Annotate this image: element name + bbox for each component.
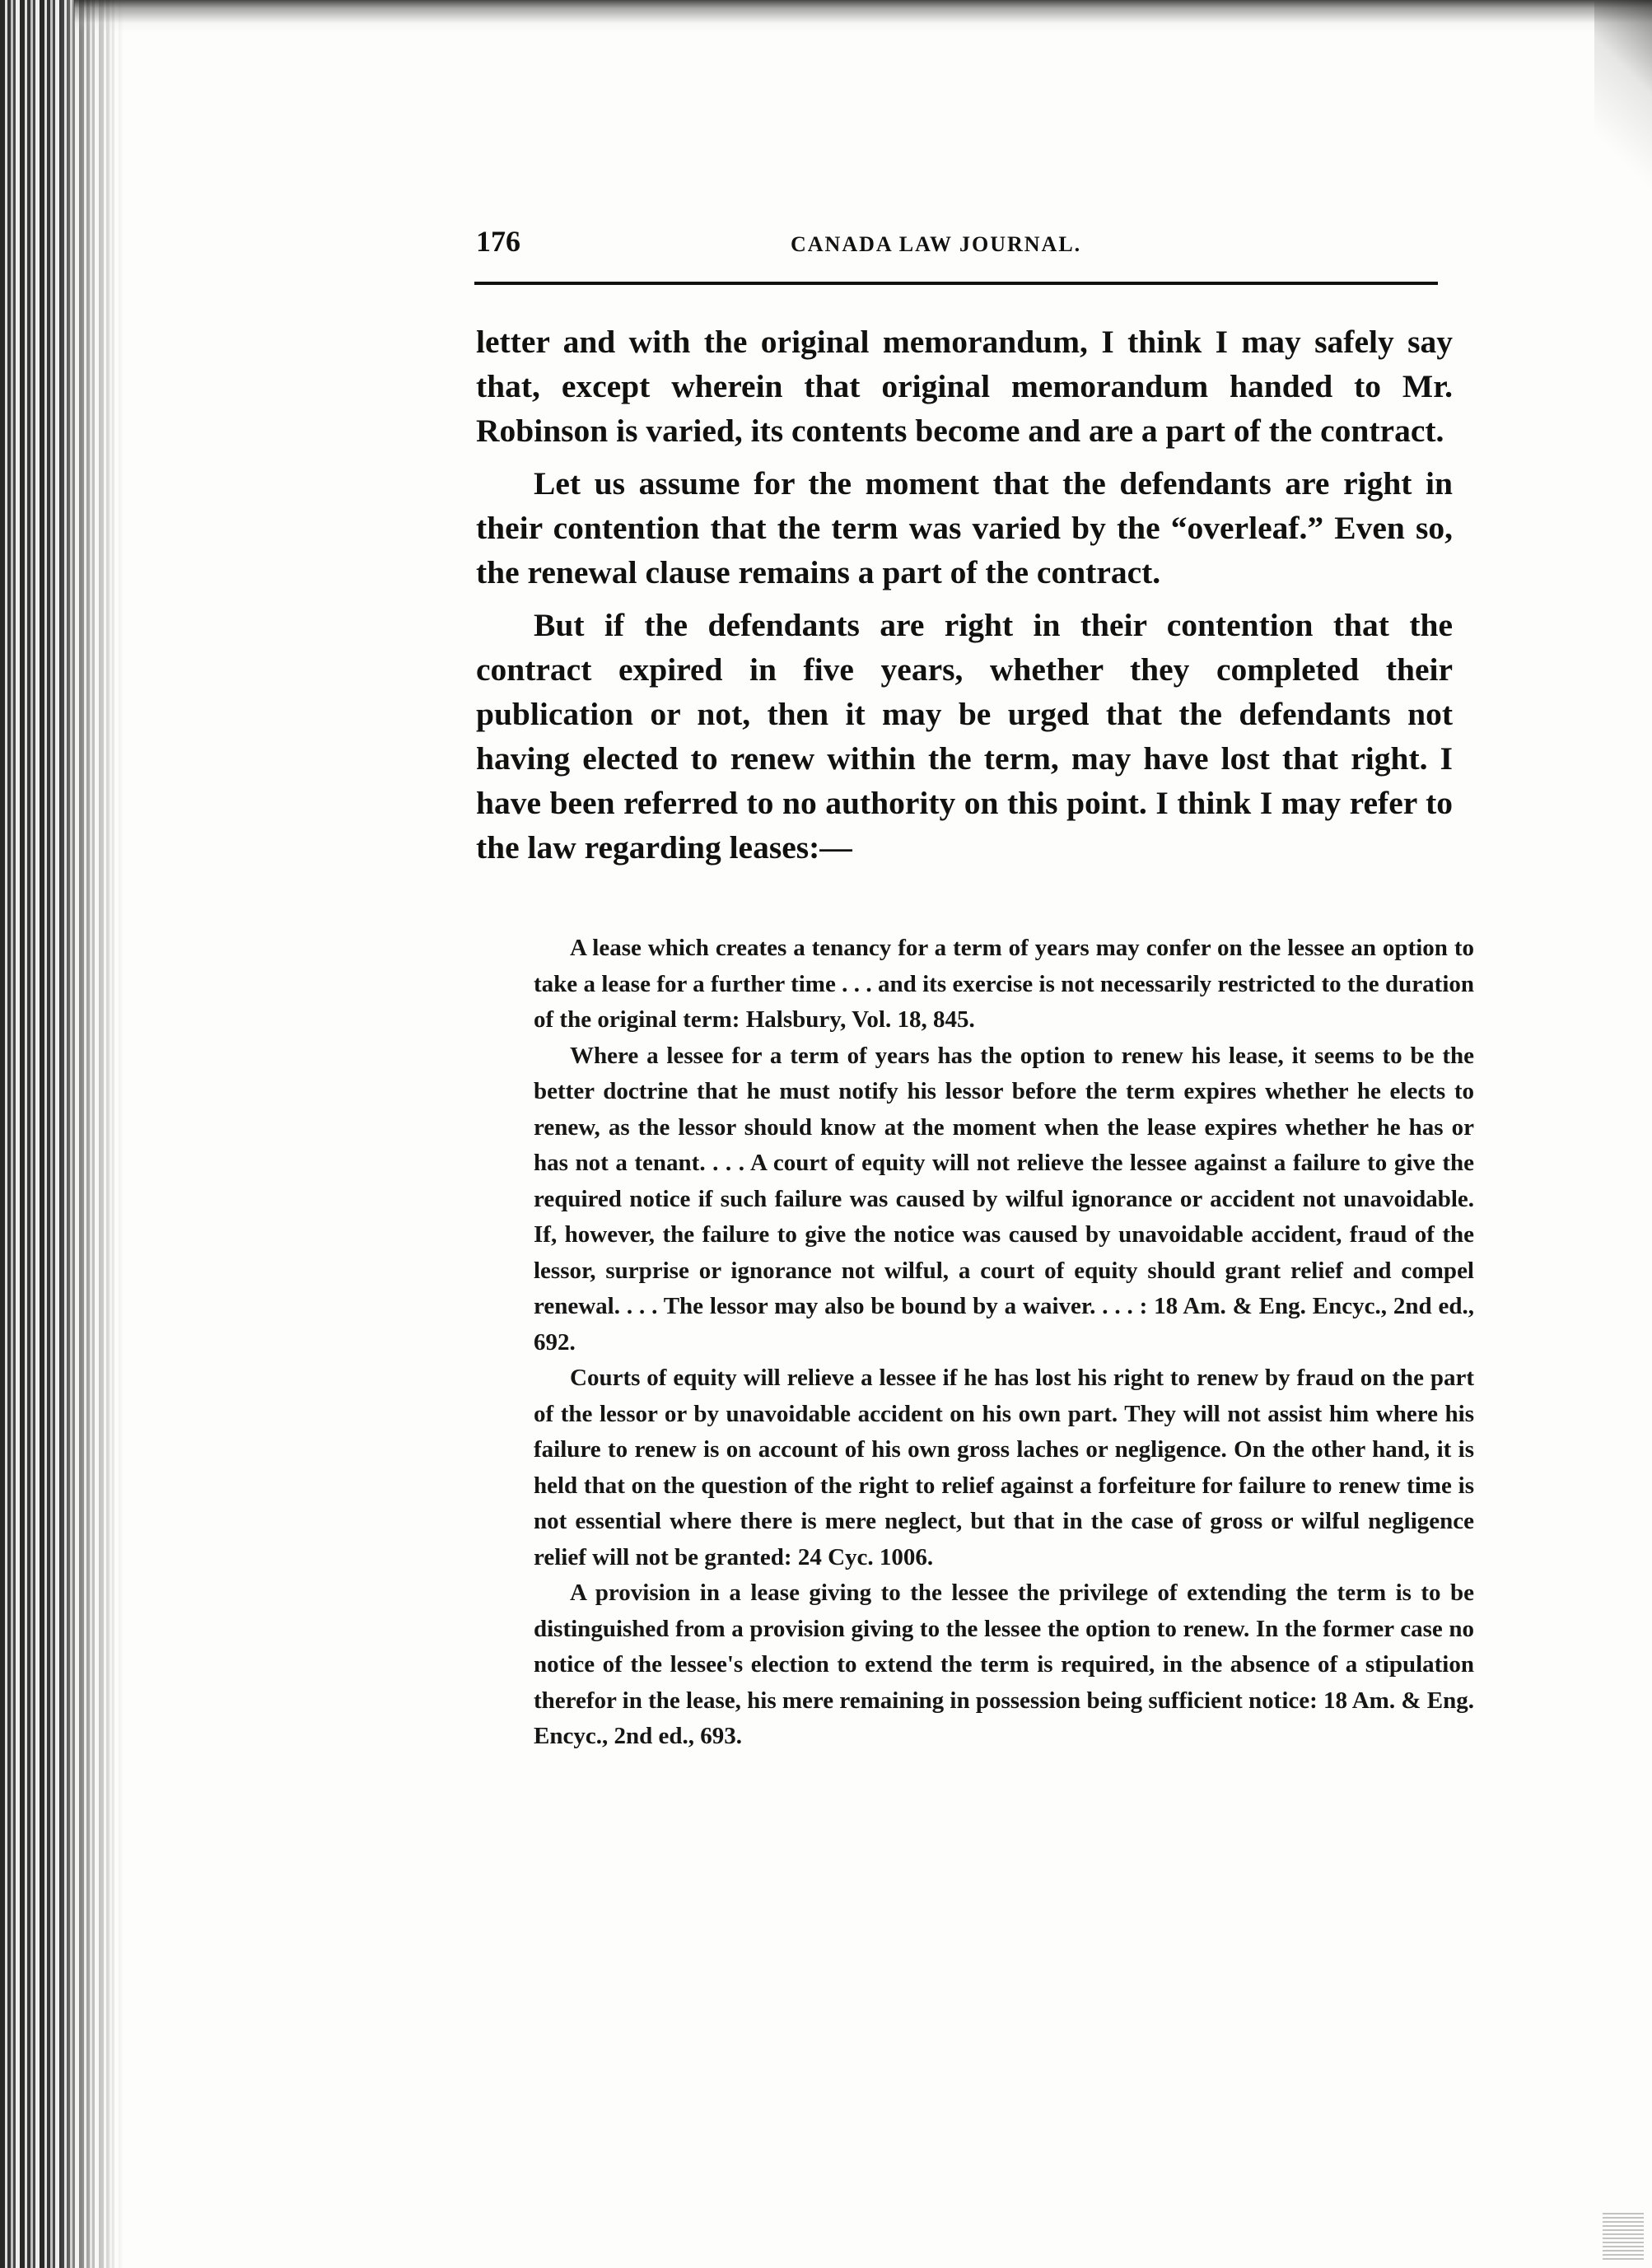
corner-shadow — [1594, 0, 1652, 214]
quotation-paragraph: A provision in a lease giving to the lessee the privilege of extending the term is to be distinguished from a provision giving to the lessee the option to renew. In the former case no notice of the lessee's election to extend the term is required, in the absence of a stipulation therefor in the lease, his mere remaining in possession being sufficient notice: 18 Am. & Eng. Encyc., 2nd ed., 693. — [534, 1580, 1474, 1749]
binding-shadow — [0, 0, 124, 2268]
quotation-paragraph: Courts of equity will relieve a lessee if he has lost his right to renew by fraud on the part of the lessor or by unavoidable accident on his own part. They will not assist him where his failure to renew is on account of his own gross laches or negligence. On the other hand, it is held that on the question of the right to relief against a forfeiture for failure to renew time is not essential where there is mere neglect, but that in the case of gross or wilful negligence relief will not be granted: 24 Cyc. 1006. — [534, 1365, 1474, 1570]
page-number: 176 — [476, 225, 520, 258]
running-head: CANADA LAW JOURNAL. — [791, 232, 1082, 256]
body-paragraph: Let us assume for the moment that the defendants are right in their contention that the term was varied by the “overleaf.” Even so, the renewal clause remains a part of the contract. — [476, 465, 1453, 590]
body-paragraph: letter and with the original memorandum, I think I may safely say that, except wherein that original memorandum handed to Mr. Robinson is varied, its contents become and are a part of the contract. — [476, 324, 1453, 449]
body-paragraph: But if the defendants are right in their contention that the contract expired in five years, whether they completed their publication or not, then it may be urged that the defendants not having elected to renew within the term, may have lost that right. I have been referred to no authority on this point. I think I may refer to the law regarding leases:— — [476, 607, 1453, 866]
quotation-block — [534, 931, 1474, 1755]
top-edge-shadow — [74, 0, 1652, 33]
body-text — [476, 320, 1453, 878]
quotation-paragraph: Where a lessee for a term of years has the option to renew his lease, it seems to be the better doctrine that he must notify his lessor before the term expires whether he elects to renew, as the lessor should know at the moment when the lease expires whether he has or has not a tenant. . . . A court of equity will not relieve the lessee against a failure to give the required notice if such failure was caused by wilful ignorance or accident not unavoidable. If, however, the failure to give the notice was caused by unavoidable accident, fraud of the lessor, surprise or ignorance not wilful, a court of equity should grant relief and compel renewal. . . . The lessor may also be bound by a waiver. . . . : 18 Am. & Eng. Encyc., 2nd ed., 692. — [534, 1042, 1474, 1356]
header-rule — [474, 282, 1438, 285]
scan-artifact — [1603, 2210, 1644, 2260]
quotation-paragraph: A lease which creates a tenancy for a term of years may confer on the lessee an option to take a lease for a further time . . . and its exercise is not necessarily restricted to the duration of the original term: Halsbury, Vol. 18, 845. — [534, 935, 1474, 1033]
